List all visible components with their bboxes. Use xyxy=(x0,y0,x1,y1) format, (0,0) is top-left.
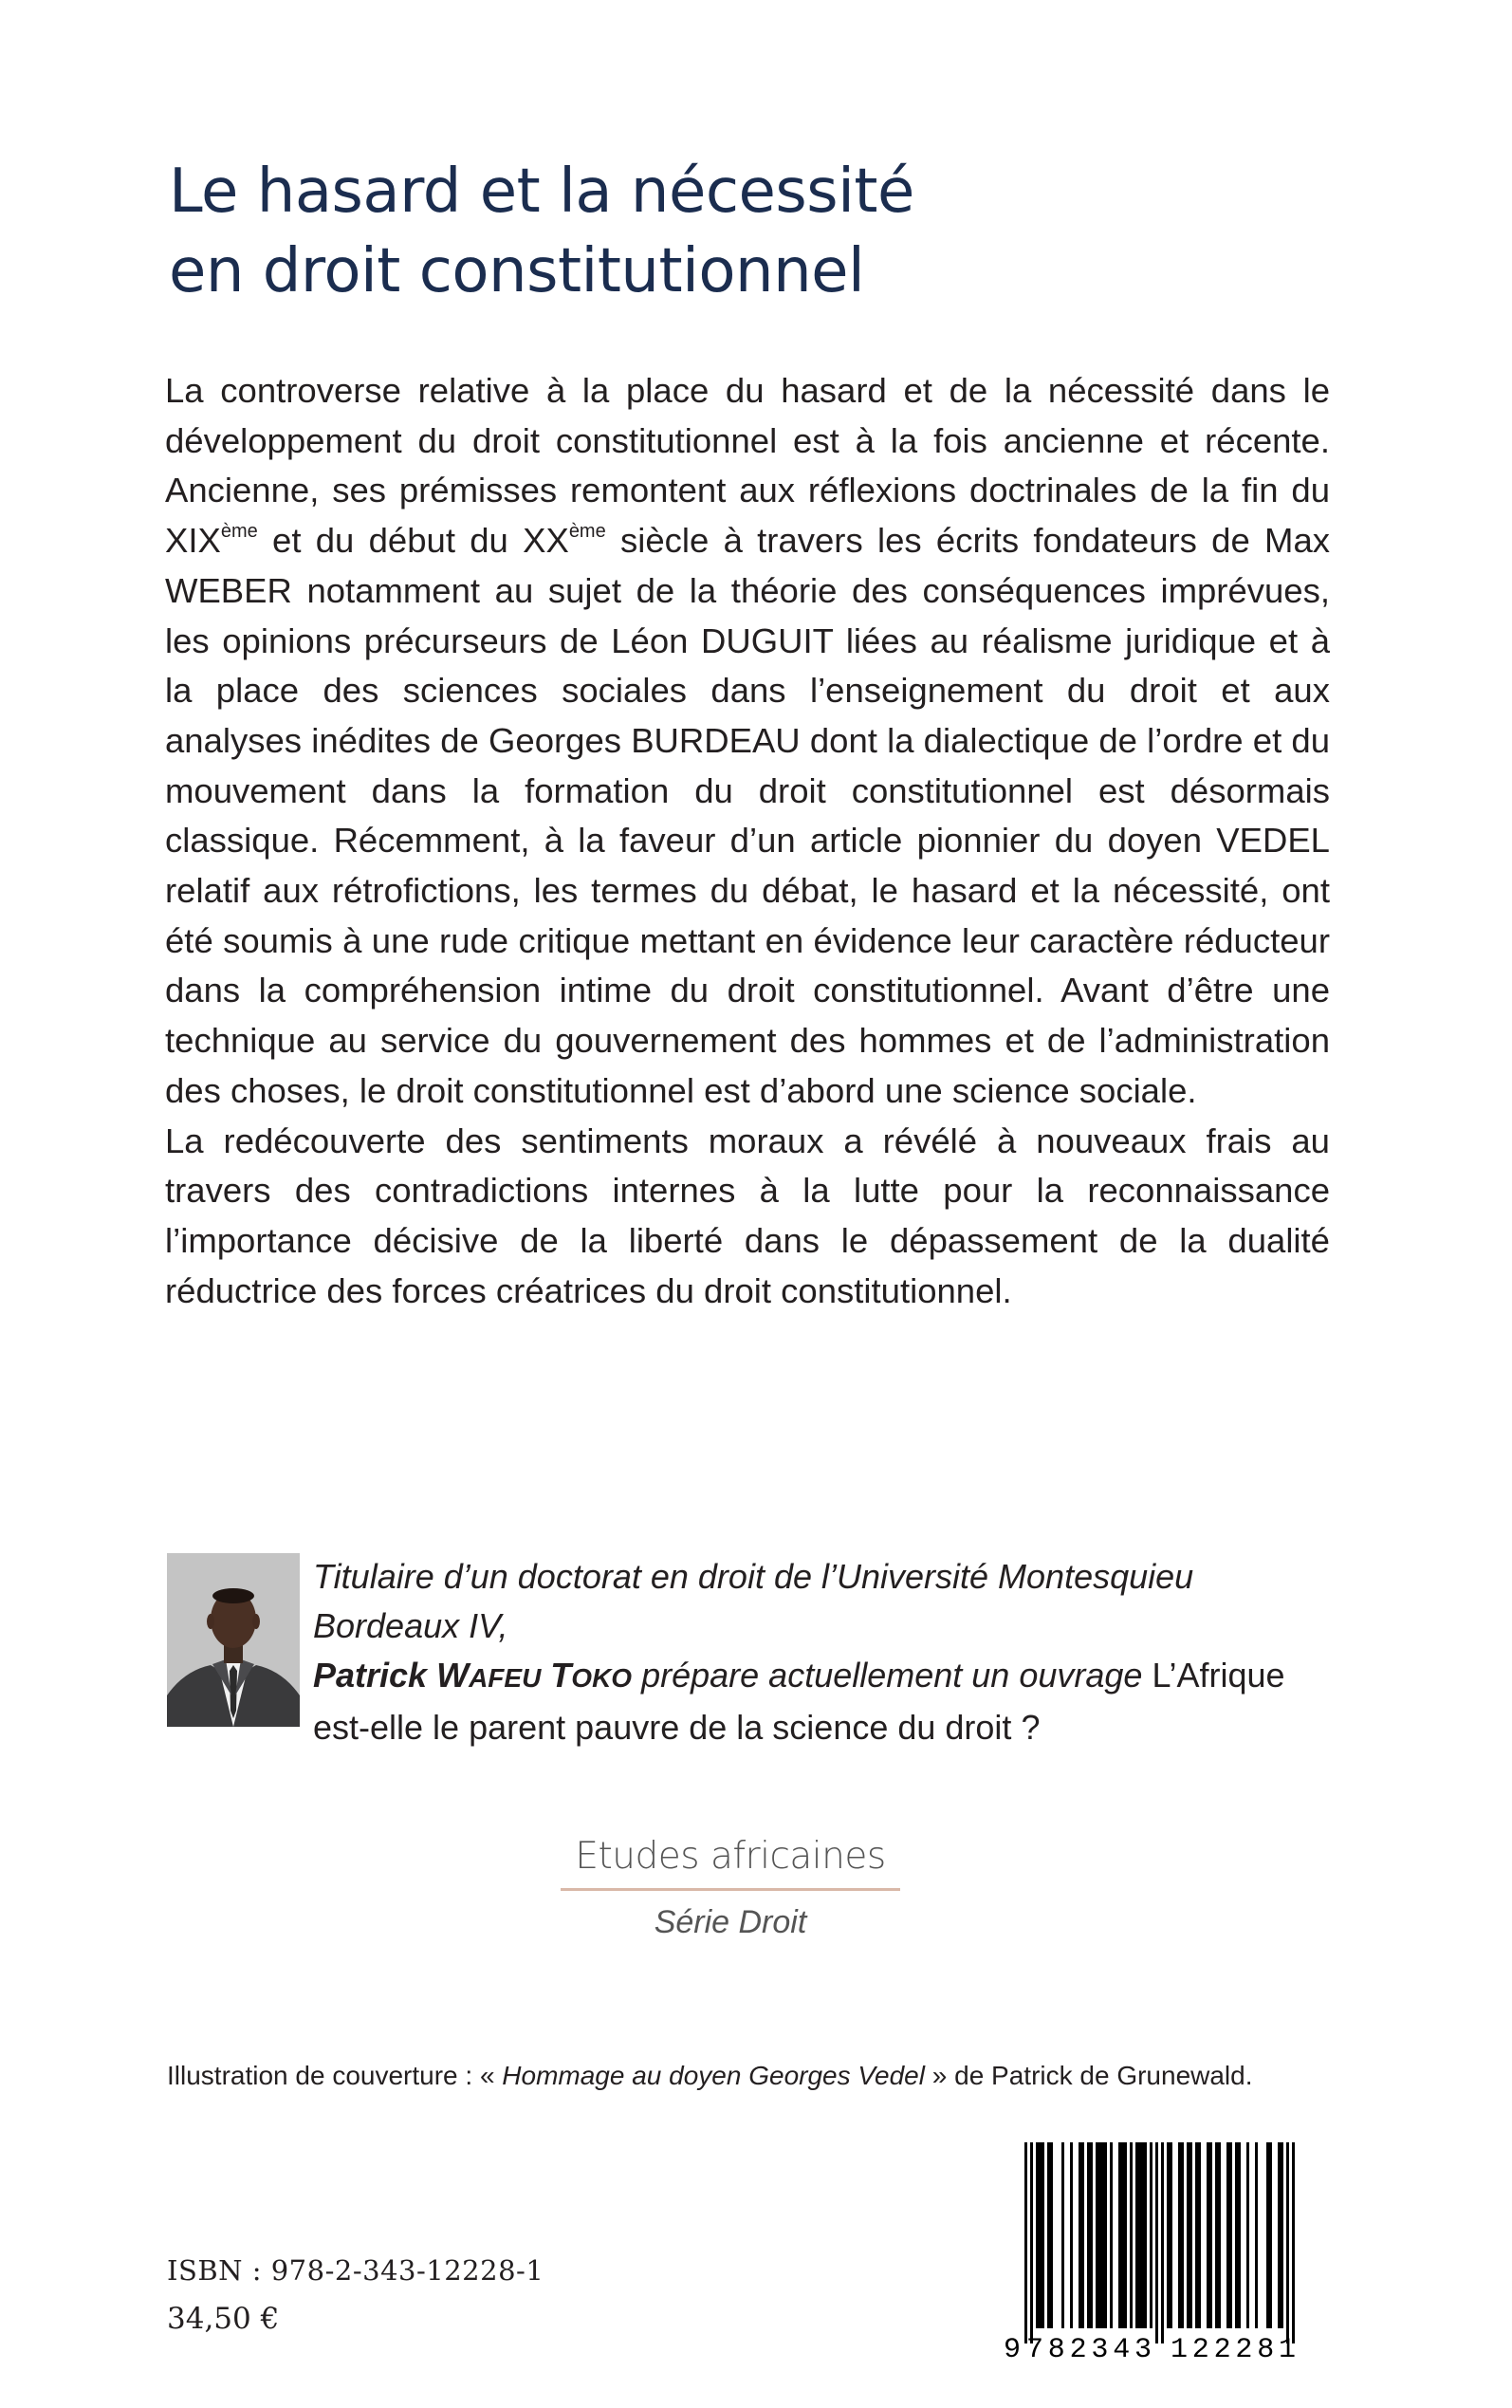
barcode-bar xyxy=(1138,2142,1141,2328)
barcode-bar xyxy=(1198,2142,1201,2328)
barcode-lead-digit: 9 xyxy=(1004,2334,1022,2364)
barcode-bar xyxy=(1246,2142,1249,2328)
summary-paragraph-2: La redécouverte des sentiments moraux a révélé à nouveaux frais au travers des contradictions internes à la lutte pour la reconnaissance l’importance décisive de la liberté dans le dépassement de la dualité réductrice des forces créatrices du droit constitutionnel. xyxy=(165,1121,1330,1310)
barcode-bar xyxy=(1110,2142,1113,2328)
author-portrait-icon xyxy=(167,1553,300,1727)
series-subseries: Série Droit xyxy=(654,1904,807,1940)
barcode-bar xyxy=(1218,2142,1221,2328)
barcode-bar xyxy=(1047,2142,1050,2328)
barcode-graphic xyxy=(996,2140,1323,2364)
barcode-bar xyxy=(1070,2142,1073,2328)
back-cover-summary xyxy=(165,366,1330,1316)
barcode-bar xyxy=(1090,2142,1093,2328)
author-name: Patrick WAFEU TOKO xyxy=(313,1656,633,1695)
barcode-bar xyxy=(1235,2142,1238,2328)
author-bio: Titulaire d’un doctorat en droit de l’Université Montesquieu Bordeaux IV, Patrick WAFEU TOKO prépare actuellement un ouvrage L’Afrique est-elle le parent pauvre de la science du droit ? xyxy=(313,1557,1285,1747)
barcode-bar xyxy=(1141,2142,1144,2328)
barcode-left-digits: 782343 xyxy=(1026,2334,1152,2364)
barcode-bar xyxy=(1278,2142,1281,2328)
barcode-bar xyxy=(1215,2142,1218,2328)
barcode-bar xyxy=(1039,2142,1042,2328)
barcode-bar xyxy=(1104,2142,1107,2328)
barcode-bar xyxy=(1155,2142,1158,2343)
barcode-bar xyxy=(1024,2142,1027,2343)
barcode-bar xyxy=(1170,2142,1172,2328)
barcode-bar xyxy=(1096,2142,1098,2328)
barcode-bar xyxy=(1050,2142,1053,2328)
barcode-bar xyxy=(1061,2142,1064,2328)
barcode-bar xyxy=(1187,2142,1189,2328)
forthcoming-work-title: L’Afrique est-elle le parent pauvre de la science du droit ? xyxy=(313,1656,1285,1747)
barcode-bar xyxy=(1098,2142,1101,2328)
barcode-bar xyxy=(1124,2142,1127,2328)
barcode-bar xyxy=(1167,2142,1170,2328)
barcode-bar xyxy=(1036,2142,1039,2328)
summary-paragraph-1: La controverse relative à la place du hasard et de la nécessité dans le développement du droit constitutionnel est à la fois ancienne et récente. Ancienne, ses prémisses remontent aux réflexions doctrinales de la fin du XIXème et du début du XXème siècle à travers les écrits fondateurs de Max WEBER notamment au sujet de la théorie des conséquences imprévues, les opinions précurseurs de Léon DUGUIT liées au réalisme juridique et à la place des sciences sociales dans l’enseignement du droit et aux analyses inédites de Georges BURDEAU dont la dialectique de l’ordre et du mouvement dans la formation du droit constitutionnel est désormais classique. Récemment, à la faveur d’un article pionnier du doyen VEDEL relatif aux rétrofictions, les termes du débat, le hasard et la nécessité, ont été soumis à une rude critique mettant en évidence leur caractère réducteur dans la compréhension intime du droit constitutionnel. Avant d’être une technique au service du gouvernement des hommes et de l’administration des choses, le droit constitutionnel est d’abord une science sociale. xyxy=(165,371,1330,1110)
book-title-line-1: Le hasard et la nécessité xyxy=(169,157,914,227)
barcode-bar xyxy=(1161,2142,1164,2343)
barcode-bar xyxy=(1130,2142,1133,2328)
author-photo xyxy=(167,1553,300,1727)
barcode-bar xyxy=(1121,2142,1124,2328)
barcode-bar xyxy=(1209,2142,1212,2328)
barcode-bar xyxy=(1195,2142,1198,2328)
cover-illustration-credit: Illustration de couverture : « Hommage au doyen Georges Vedel » de Patrick de Grunewald. xyxy=(167,2061,1253,2090)
barcode-bar xyxy=(1101,2142,1104,2328)
barcode-bar xyxy=(1030,2142,1033,2343)
barcode-bar xyxy=(1181,2142,1184,2328)
barcode-bar xyxy=(1079,2142,1081,2328)
book-title xyxy=(169,152,914,311)
barcode-bar xyxy=(1226,2142,1229,2328)
barcode-bar xyxy=(1286,2142,1289,2343)
barcode-bar xyxy=(1266,2142,1269,2328)
barcode-bar xyxy=(1229,2142,1232,2328)
barcode-bar xyxy=(1087,2142,1090,2328)
barcode-bar xyxy=(1081,2142,1084,2328)
barcode-bar xyxy=(1144,2142,1147,2328)
barcode-right-digits: 122281 xyxy=(1171,2334,1296,2364)
barcode-bar xyxy=(1178,2142,1181,2328)
series-logo xyxy=(560,1831,901,1946)
barcode-bar xyxy=(1281,2142,1283,2328)
barcode-bar xyxy=(1118,2142,1121,2328)
barcode-bar xyxy=(1135,2142,1138,2328)
barcode-bar xyxy=(1269,2142,1272,2328)
barcode-bar xyxy=(1207,2142,1209,2328)
book-title-line-2: en droit constitutionnel xyxy=(169,236,865,306)
barcode xyxy=(996,2140,1323,2364)
barcode-bar xyxy=(1238,2142,1241,2328)
barcode-bar xyxy=(1292,2142,1295,2343)
series-divider xyxy=(561,1888,900,1891)
isbn: ISBN : 978-2-343-12228-1 xyxy=(167,2254,544,2287)
price: 34,50 € xyxy=(167,2302,280,2336)
series-name: Etudes africaines xyxy=(575,1835,886,1878)
barcode-bar xyxy=(1255,2142,1258,2328)
barcode-bar xyxy=(1189,2142,1192,2328)
barcode-bar xyxy=(1150,2142,1152,2328)
barcode-bar xyxy=(1042,2142,1044,2328)
